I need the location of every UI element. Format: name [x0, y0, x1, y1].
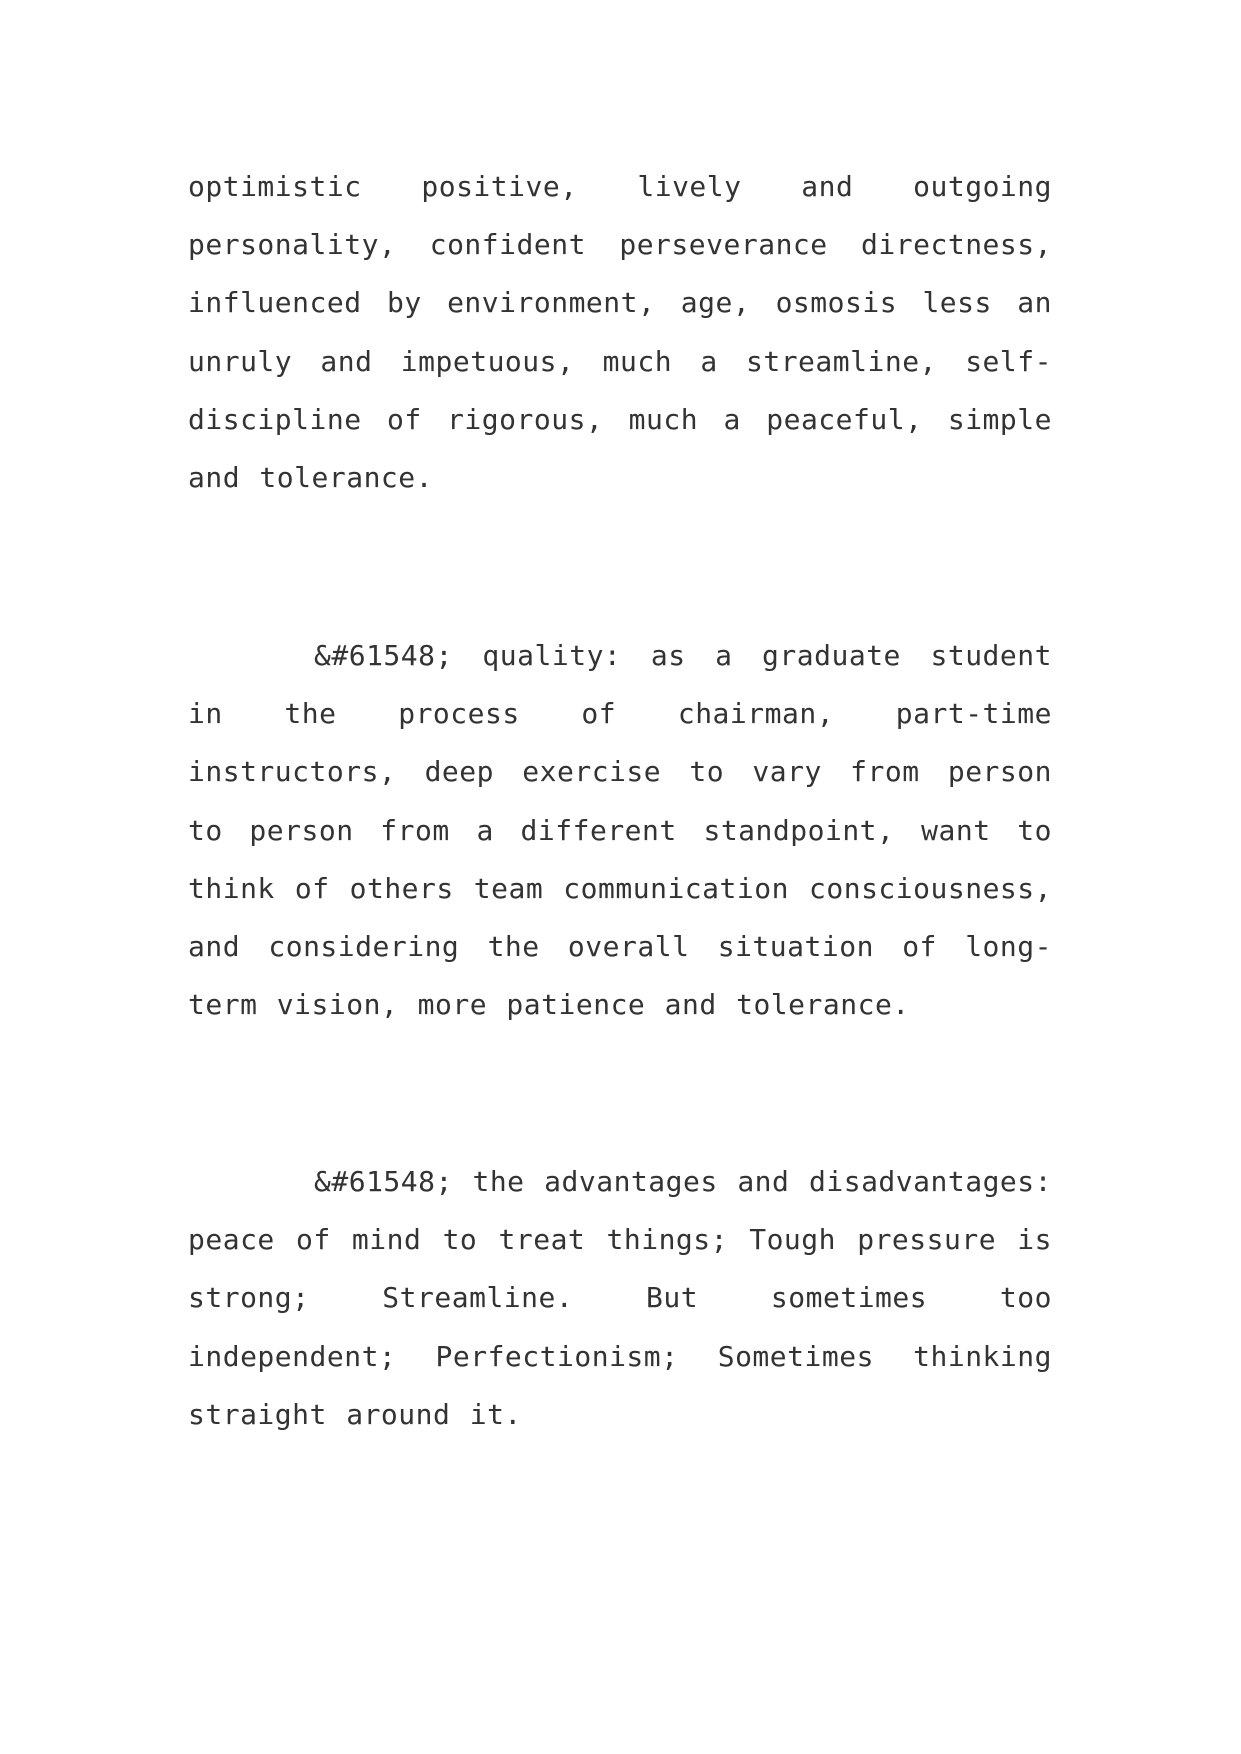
paragraph-advantages-disadvantages: &#61548; the advantages and disadvantages: peace of mind to treat things; Tough pressure is strong; Streamline. But sometimes too independent; Perfectionism; Sometimes thinking straight around it. — [188, 1165, 1052, 1431]
paragraph-quality: &#61548; quality: as a graduate student in the process of chairman, part-time instructors, deep exercise to vary from person to person from a different standpoint, want to think of others team communication consciousness, and considering the overall situation of long-term vision, more patience and tolerance. — [188, 639, 1052, 1022]
paragraph-personality: optimistic positive, lively and outgoing personality, confident perseverance directness, influenced by environment, age, osmosis less an unruly and impetuous, much a streamline, self-discipline of rigorous, much a peaceful, simple and tolerance. — [188, 170, 1052, 495]
